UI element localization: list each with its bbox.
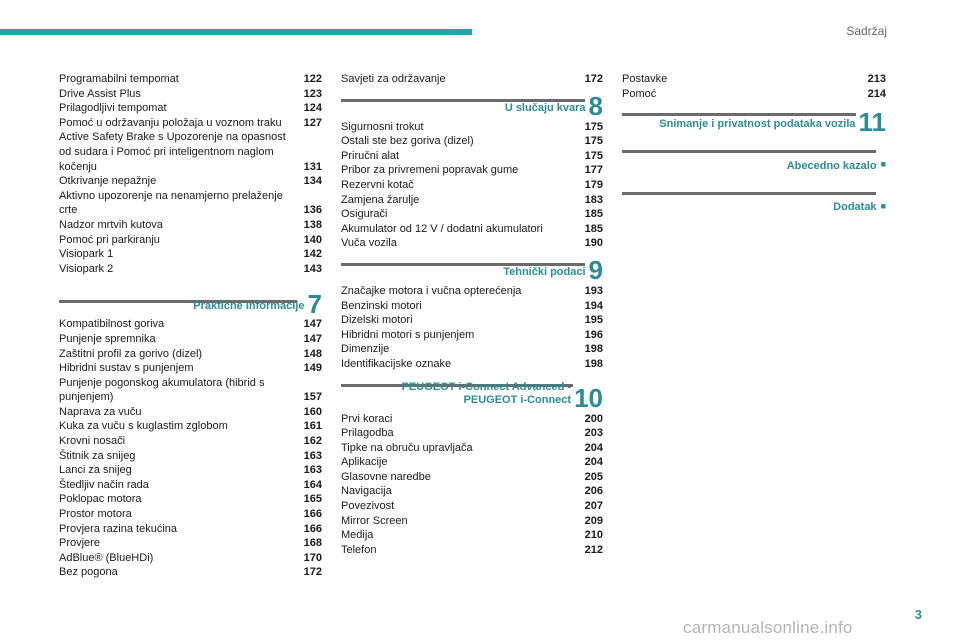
- square-marker-icon: ■: [880, 159, 886, 170]
- section-heading-11: [622, 107, 886, 138]
- section-title-line-2: PEUGEOT i-Connect: [463, 393, 572, 406]
- section-number: 7: [307, 289, 322, 320]
- toc-entry-title: Kuka za vuču s kuglastim zglobom: [59, 420, 228, 433]
- toc-entry[interactable]: [622, 87, 886, 102]
- toc-entry-title: Bez pogona: [59, 566, 118, 579]
- toc-entry-title: Priručni alat: [341, 149, 400, 162]
- toc-entry[interactable]: [59, 507, 322, 522]
- toc-entry-title: Provjere: [59, 537, 100, 550]
- square-marker-icon: ■: [880, 200, 886, 211]
- toc-entry-title: Telefon: [341, 543, 377, 556]
- section-heading-8: [341, 90, 603, 121]
- toc-entry-page: 162: [303, 435, 322, 448]
- section-number: 10: [574, 382, 603, 413]
- toc-entry-title: Prilagodljivi tempomat: [59, 102, 167, 115]
- toc-entry[interactable]: [59, 449, 322, 464]
- toc-entry[interactable]: [59, 72, 322, 87]
- toc-list: [341, 412, 603, 558]
- toc-entry[interactable]: [59, 262, 322, 277]
- toc-entry-title: Prvi koraci: [341, 412, 393, 425]
- toc-entry-title: Prilagodba: [341, 427, 394, 440]
- toc-list: [59, 317, 322, 580]
- toc-entry-title: Hibridni motori s punjenjem: [341, 328, 475, 341]
- toc-entry[interactable]: [341, 120, 603, 135]
- toc-list: [341, 72, 603, 87]
- toc-entry-page: 203: [584, 427, 603, 440]
- toc-entry[interactable]: [341, 455, 603, 470]
- toc-entry-page: 179: [584, 178, 603, 191]
- watermark: carmanualsonline.info: [683, 618, 853, 637]
- toc-entry-title: Aktivno upozorenje na nenamjerno prelaženje crte: [59, 189, 283, 217]
- section-heading-7: [59, 289, 322, 320]
- toc-entry-page: 183: [584, 193, 603, 206]
- toc-entry[interactable]: [341, 484, 603, 499]
- toc-entry-title: Lanci za snijeg: [59, 464, 132, 477]
- toc-entry-title: Drive Assist Plus: [59, 87, 141, 100]
- header-accent-bar: [0, 29, 472, 35]
- toc-entry-title: Povezivost: [341, 500, 395, 513]
- toc-entry-page: 164: [303, 478, 322, 491]
- toc-entry[interactable]: [341, 178, 603, 193]
- toc-entry-page: 198: [584, 343, 603, 356]
- toc-entry-title: Štitnik za snijeg: [59, 449, 136, 462]
- toc-entry-page: 210: [584, 529, 603, 542]
- toc-list: [59, 72, 322, 276]
- toc-entry-title: Poklopac motora: [59, 493, 142, 506]
- toc-entry-title: Savjeti za održavanje: [341, 73, 446, 85]
- toc-entry-page: 214: [867, 87, 886, 100]
- toc-entry-page: 207: [584, 500, 603, 513]
- toc-entry-page: 204: [584, 441, 603, 454]
- toc-column-2: [341, 72, 603, 557]
- toc-entry-page: 143: [303, 262, 322, 275]
- toc-entry[interactable]: [59, 434, 322, 449]
- toc-entry[interactable]: [59, 376, 322, 405]
- toc-entry[interactable]: [59, 332, 322, 347]
- toc-entry[interactable]: [59, 317, 322, 332]
- section-heading-appendix: [622, 192, 886, 218]
- toc-entry-page: 213: [867, 73, 886, 85]
- toc-entry-page: 161: [303, 420, 322, 433]
- toc-entry-page: 166: [303, 522, 322, 535]
- toc-entry[interactable]: [341, 222, 603, 237]
- toc-entry-title: Medija: [341, 529, 374, 542]
- toc-entry[interactable]: [341, 412, 603, 427]
- toc-entry-page: 136: [303, 204, 322, 217]
- toc-entry[interactable]: [341, 134, 603, 149]
- toc-entry[interactable]: [59, 478, 322, 493]
- toc-entry[interactable]: [341, 193, 603, 208]
- section-title: Abecedno kazalo: [786, 159, 877, 172]
- toc-entry-title: Štedljiv način rada: [59, 478, 149, 491]
- toc-entry-title: Navigacija: [341, 485, 392, 498]
- toc-entry-title: Pribor za privremeni popravak gume: [341, 164, 519, 177]
- section-number: 8: [588, 90, 603, 121]
- toc-entry[interactable]: [59, 463, 322, 478]
- toc-entry[interactable]: [59, 536, 322, 551]
- section-title: U slučaju kvara: [504, 101, 586, 114]
- toc-entry-title: Pomoć pri parkiranju: [59, 233, 160, 246]
- toc-entry[interactable]: [59, 405, 322, 420]
- toc-entry[interactable]: [59, 492, 322, 507]
- toc-entry[interactable]: [341, 149, 603, 164]
- toc-entry-page: 127: [303, 116, 322, 129]
- toc-entry[interactable]: [59, 347, 322, 362]
- toc-entry-page: 175: [584, 149, 603, 162]
- toc-entry-title: Benzinski motori: [341, 299, 422, 312]
- toc-entry-title: Akumulator od 12 V / dodatni akumulatori: [341, 222, 543, 235]
- toc-entry-page: 149: [303, 362, 322, 375]
- toc-list: [341, 120, 603, 251]
- toc-entry-page: 193: [584, 284, 603, 297]
- toc-entry-page: 148: [303, 347, 322, 360]
- toc-entry-title: Osigurači: [341, 208, 388, 221]
- toc-entry-title: Programabilni tempomat: [59, 73, 179, 85]
- toc-entry-title: Sigurnosni trokut: [341, 120, 424, 133]
- toc-entry-page: 172: [303, 566, 322, 579]
- toc-entry[interactable]: [59, 189, 322, 218]
- toc-entry-title: Pomoć: [622, 87, 657, 100]
- page-header-title: Sadržaj: [846, 24, 887, 38]
- toc-entry-page: 185: [584, 222, 603, 235]
- section-rule: [622, 192, 876, 195]
- toc-entry[interactable]: [341, 470, 603, 485]
- toc-entry-page: 122: [303, 73, 322, 85]
- toc-entry-title: Mirror Screen: [341, 514, 408, 527]
- toc-entry-page: 124: [303, 102, 322, 115]
- toc-entry-title: Postavke: [622, 73, 668, 85]
- toc-entry-title: Dizelski motori: [341, 314, 413, 327]
- toc-list: [622, 72, 886, 101]
- toc-entry-page: 198: [584, 357, 603, 370]
- toc-entry[interactable]: [341, 299, 603, 314]
- toc-entry-title: Dimenzije: [341, 343, 390, 356]
- toc-entry-title: Visiopark 2: [59, 262, 114, 275]
- toc-entry-title: Zaštitni profil za gorivo (dizel): [59, 347, 203, 360]
- section-heading-10: [341, 380, 603, 413]
- toc-entry-title: Provjera razina tekućina: [59, 522, 178, 535]
- section-number: 11: [858, 107, 886, 138]
- toc-entry-title: Nadzor mrtvih kutova: [59, 218, 163, 231]
- page-number: 3: [914, 607, 922, 622]
- section-title-line-1: PEUGEOT i-Connect Advanced -: [401, 380, 572, 393]
- toc-entry-title: Active Safety Brake s Upozorenje na opasnost od sudara i Pomoć pri inteligentnom naglom kočenju: [59, 131, 286, 173]
- toc-entry-page: 142: [303, 248, 322, 261]
- toc-entry-page: 166: [303, 508, 322, 521]
- toc-entry[interactable]: [341, 328, 603, 343]
- toc-entry[interactable]: [341, 426, 603, 441]
- toc-entry[interactable]: [622, 72, 886, 87]
- toc-entry-page: 175: [584, 135, 603, 148]
- toc-entry-title: Pomoć u održavanju položaja u voznom traku: [59, 116, 282, 129]
- toc-entry-title: Ostali ste bez goriva (dizel): [341, 135, 474, 148]
- toc-entry-page: 196: [584, 328, 603, 341]
- toc-entry-page: 185: [584, 208, 603, 221]
- toc-entry-page: 175: [584, 120, 603, 133]
- toc-entry-page: 212: [584, 543, 603, 556]
- toc-entry[interactable]: [59, 116, 322, 131]
- toc-entry-page: 140: [303, 233, 322, 246]
- toc-entry-title: Krovni nosači: [59, 435, 126, 448]
- section-heading-9: [341, 254, 603, 285]
- toc-entry-page: 168: [303, 537, 322, 550]
- toc-entry-page: 177: [584, 164, 603, 177]
- toc-entry-title: Otkrivanje nepažnje: [59, 175, 157, 188]
- section-title: Praktične informacije: [193, 300, 305, 313]
- toc-entry[interactable]: [341, 72, 603, 87]
- toc-entry[interactable]: [59, 233, 322, 248]
- toc-entry-page: 172: [584, 73, 603, 85]
- toc-entry[interactable]: [59, 218, 322, 233]
- toc-entry-page: 204: [584, 456, 603, 469]
- section-number: 9: [588, 254, 603, 285]
- toc-entry[interactable]: [341, 342, 603, 357]
- toc-entry[interactable]: [341, 441, 603, 456]
- toc-column-1: [59, 72, 322, 580]
- toc-entry-page: 194: [584, 299, 603, 312]
- toc-entry-page: 131: [303, 160, 322, 173]
- section-heading-index: [622, 150, 886, 176]
- toc-entry-title: Značajke motora i vučna opterećenja: [341, 284, 522, 297]
- toc-entry[interactable]: [341, 528, 603, 543]
- toc-entry[interactable]: [341, 236, 603, 251]
- toc-entry-page: 138: [303, 218, 322, 231]
- toc-entry-page: 163: [303, 449, 322, 462]
- toc-entry[interactable]: [59, 565, 322, 580]
- toc-entry-title: Tipke na obruču upravljača: [341, 441, 473, 454]
- toc-entry-page: 205: [584, 470, 603, 483]
- toc-entry-title: Punjenje pogonskog akumulatora (hibrid s punjenjem): [59, 376, 265, 404]
- toc-entry-title: Punjenje spremnika: [59, 332, 156, 345]
- toc-entry[interactable]: [341, 357, 603, 372]
- toc-entry-title: Kompatibilnost goriva: [59, 318, 165, 331]
- toc-entry-page: 190: [584, 237, 603, 250]
- toc-entry-page: 147: [303, 318, 322, 331]
- toc-entry-title: AdBlue® (BlueHDi): [59, 551, 154, 564]
- toc-entry-page: 147: [303, 332, 322, 345]
- toc-entry-page: 209: [584, 514, 603, 527]
- toc-entry[interactable]: [59, 130, 322, 174]
- toc-entry-title: Visiopark 1: [59, 248, 114, 261]
- section-rule: [622, 150, 876, 153]
- toc-entry-page: 157: [303, 391, 322, 404]
- toc-entry[interactable]: [341, 514, 603, 529]
- toc-entry-page: 200: [584, 412, 603, 425]
- toc-entry[interactable]: [341, 313, 603, 328]
- toc-entry[interactable]: [59, 551, 322, 566]
- toc-entry[interactable]: [341, 284, 603, 299]
- toc-entry-title: Glasovne naredbe: [341, 470, 431, 483]
- section-title: [402, 381, 572, 410]
- toc-entry[interactable]: [341, 163, 603, 178]
- toc-entry[interactable]: [59, 522, 322, 537]
- toc-entry-title: Zamjena žarulje: [341, 193, 420, 206]
- toc-entry-title: Hibridni sustav s punjenjem: [59, 362, 194, 375]
- toc-entry-title: Vuča vozila: [341, 237, 397, 250]
- toc-entry-page: 160: [303, 405, 322, 418]
- toc-entry[interactable]: [59, 101, 322, 116]
- toc-entry[interactable]: [341, 499, 603, 514]
- section-title: Tehnički podaci: [503, 265, 586, 278]
- toc-entry[interactable]: [341, 207, 603, 222]
- toc-entry-page: 163: [303, 464, 322, 477]
- toc-entry-page: 206: [584, 485, 603, 498]
- toc-entry[interactable]: [59, 87, 322, 102]
- toc-column-3: [622, 72, 886, 219]
- toc-entry[interactable]: [59, 361, 322, 376]
- section-title: Dodatak: [833, 201, 877, 214]
- toc-entry[interactable]: [341, 543, 603, 558]
- toc-entry[interactable]: [59, 174, 322, 189]
- toc-entry-title: Rezervni kotač: [341, 178, 414, 191]
- toc-entry-title: Prostor motora: [59, 508, 132, 521]
- toc-entry-page: 170: [303, 551, 322, 564]
- toc-entry[interactable]: [59, 419, 322, 434]
- toc-entry[interactable]: [59, 247, 322, 262]
- section-title: Snimanje i privatnost podataka vozila: [659, 118, 856, 131]
- toc-entry-page: 165: [303, 493, 322, 506]
- toc-entry-title: Aplikacije: [341, 456, 388, 469]
- toc-entry-title: Naprava za vuču: [59, 405, 142, 418]
- toc-entry-page: 134: [303, 175, 322, 188]
- toc-entry-title: Identifikacijske oznake: [341, 357, 452, 370]
- toc-entry-page: 195: [584, 314, 603, 327]
- toc-list: [341, 284, 603, 372]
- toc-entry-page: 123: [303, 87, 322, 100]
